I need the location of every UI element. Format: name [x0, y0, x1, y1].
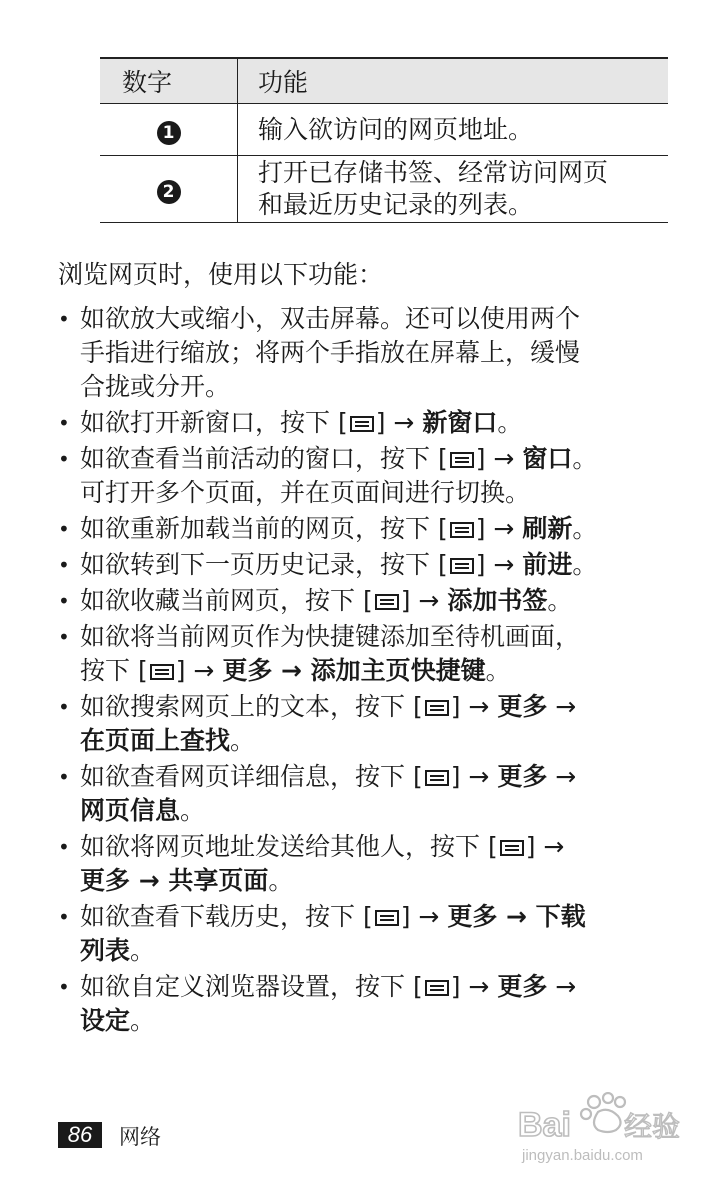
menu-key-icon	[149, 663, 175, 681]
list-item	[58, 690, 658, 758]
item-text: 。	[130, 1006, 156, 1035]
list-item-line	[80, 934, 658, 968]
item-text: 如欲打开新窗口，按下 [	[80, 408, 348, 437]
menu-path-text: 在页面上查找	[80, 726, 231, 755]
item-text: 合拢或分开。	[80, 372, 231, 401]
svg-text:jingyan.baidu.com: jingyan.baidu.com	[522, 1147, 643, 1164]
intro-text: 浏览网页时，使用以下功能：	[58, 260, 384, 289]
menu-path-text: 列表	[80, 936, 131, 965]
list-item-line	[80, 654, 658, 688]
item-text: ] →	[525, 832, 565, 861]
item-text: ] →	[450, 972, 498, 1001]
list-item	[58, 512, 658, 546]
function-table	[100, 57, 668, 223]
item-text: 。	[130, 936, 156, 965]
list-item	[58, 584, 658, 618]
item-text: 。	[572, 444, 598, 473]
bullet-dot: •	[58, 553, 70, 577]
menu-path-text: 网页信息	[80, 796, 181, 825]
item-text: ] →	[400, 902, 448, 931]
item-text: 如欲放大或缩小，双击屏幕。还可以使用两个	[80, 304, 581, 333]
menu-path-text: 更多	[497, 972, 548, 1001]
item-text: →	[547, 692, 577, 721]
item-text: 如欲查看下载历史，按下 [	[80, 902, 373, 931]
item-text: 。	[485, 656, 511, 685]
list-item	[58, 620, 658, 688]
row-text: 和最近历史记录的列表。	[258, 190, 534, 219]
menu-path-text: 刷新	[522, 514, 573, 543]
list-item	[58, 302, 658, 404]
list-item	[58, 970, 658, 1038]
item-text: 可打开多个页面，并在页面间进行切换。	[80, 478, 531, 507]
menu-path-text: 更多 → 添加主页快捷键	[222, 656, 486, 685]
menu-key-icon	[449, 557, 475, 575]
list-item-line	[80, 900, 658, 934]
bullet-dot: •	[58, 835, 70, 859]
list-item	[58, 548, 658, 582]
item-text: 按下 [	[80, 656, 148, 685]
item-text: 如欲将网页地址发送给其他人，按下 [	[80, 832, 498, 861]
item-text: ] →	[175, 656, 223, 685]
item-text: ] →	[400, 586, 448, 615]
number-badge-2: 2	[157, 180, 181, 204]
menu-key-icon	[374, 593, 400, 611]
table-row	[100, 156, 668, 223]
table-row	[100, 104, 668, 156]
svg-text:Bai: Bai	[518, 1106, 571, 1144]
list-item-line	[80, 970, 658, 1004]
bullet-dot: •	[58, 307, 70, 331]
menu-key-icon	[349, 415, 375, 433]
list-item-line	[80, 830, 658, 864]
bullet-dot: •	[58, 975, 70, 999]
bullet-dot: •	[58, 765, 70, 789]
item-text: 如欲将当前网页作为快捷键添加至待机画面，	[80, 622, 581, 651]
list-item-line	[80, 724, 658, 758]
section-name: 网络	[119, 1125, 161, 1149]
menu-key-icon	[499, 839, 525, 857]
list-item	[58, 830, 658, 898]
menu-path-text: 更多	[497, 762, 548, 791]
item-text: ] →	[475, 514, 523, 543]
header-number: 数字	[100, 58, 238, 104]
list-item-line	[80, 1004, 658, 1038]
item-text: 如欲自定义浏览器设置，按下 [	[80, 972, 423, 1001]
menu-key-icon	[449, 521, 475, 539]
list-item	[58, 900, 658, 968]
item-text: ] →	[450, 762, 498, 791]
list-item-line	[80, 584, 658, 618]
item-text: 如欲搜索网页上的文本，按下 [	[80, 692, 423, 721]
item-text: →	[547, 972, 577, 1001]
item-text: →	[547, 762, 577, 791]
list-item-line	[80, 302, 658, 336]
item-text: 如欲重新加载当前的网页，按下 [	[80, 514, 448, 543]
page-number: 86	[58, 1122, 102, 1148]
list-item-line	[80, 548, 658, 582]
menu-key-icon	[374, 909, 400, 927]
list-item-line	[80, 442, 658, 476]
bullet-dot: •	[58, 447, 70, 471]
list-item-line	[80, 864, 658, 898]
list-item-line	[80, 794, 658, 828]
bullet-dot: •	[58, 625, 70, 649]
list-item	[58, 406, 658, 440]
item-text: ] →	[475, 444, 523, 473]
item-text: 。	[230, 726, 256, 755]
item-text: 。	[547, 586, 573, 615]
row-text: 输入欲访问的网页地址。	[258, 114, 534, 144]
item-text: ] →	[450, 692, 498, 721]
item-text: ] →	[475, 550, 523, 579]
header-function: 功能	[238, 58, 669, 104]
list-item-line	[80, 690, 658, 724]
item-text: 如欲查看当前活动的窗口，按下 [	[80, 444, 448, 473]
baidu-watermark-logo	[516, 1092, 686, 1166]
list-item-line	[80, 406, 658, 440]
item-text: 手指进行缩放；将两个手指放在屏幕上，缓慢	[80, 338, 581, 367]
list-item-line	[80, 620, 658, 654]
item-text: 。	[572, 514, 598, 543]
menu-path-text: 更多	[497, 692, 548, 721]
bullet-dot: •	[58, 695, 70, 719]
bullet-dot: •	[58, 589, 70, 613]
number-badge-1: 1	[157, 121, 181, 145]
menu-path-text: 更多 → 下载	[447, 902, 586, 931]
bullet-dot: •	[58, 411, 70, 435]
item-text: 如欲收藏当前网页，按下 [	[80, 586, 373, 615]
list-item	[58, 760, 658, 828]
list-item-line	[80, 760, 658, 794]
table-header-row	[100, 58, 668, 104]
menu-key-icon	[449, 451, 475, 469]
feature-list	[58, 302, 658, 1040]
menu-key-icon	[424, 979, 450, 997]
menu-path-text: 添加书签	[447, 586, 548, 615]
menu-key-icon	[424, 699, 450, 717]
row-text: 打开已存储书签、经常访问网页	[258, 158, 609, 187]
list-item-line	[80, 512, 658, 546]
item-text: 。	[268, 866, 294, 895]
item-text: 。	[180, 796, 206, 825]
item-text: ] →	[375, 408, 423, 437]
menu-path-text: 前进	[522, 550, 573, 579]
item-text: 。	[572, 550, 598, 579]
bullet-dot: •	[58, 517, 70, 541]
menu-path-text: 新窗口	[422, 408, 498, 437]
list-item-line	[80, 476, 658, 510]
menu-path-text: 窗口	[522, 444, 573, 473]
item-text: 如欲查看网页详细信息，按下 [	[80, 762, 423, 791]
svg-text:经验: 经验	[624, 1110, 681, 1143]
list-item-line	[80, 336, 658, 370]
menu-path-text: 更多 → 共享页面	[80, 866, 269, 895]
item-text: 如欲转到下一页历史记录，按下 [	[80, 550, 448, 579]
menu-path-text: 设定	[80, 1006, 131, 1035]
bullet-dot: •	[58, 905, 70, 929]
item-text: 。	[497, 408, 523, 437]
list-item-line	[80, 370, 658, 404]
menu-key-icon	[424, 769, 450, 787]
list-item	[58, 442, 658, 510]
